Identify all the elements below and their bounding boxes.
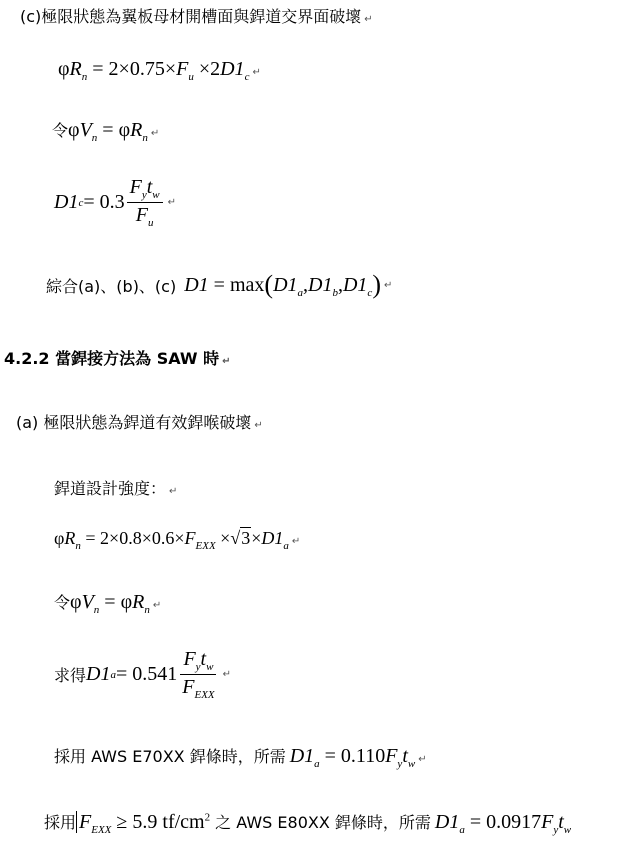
weld-strength-label: 銲道設計強度： ↵ [54,479,178,498]
paragraph-mark-icon: ↵ [418,754,427,765]
fraction-fy-tw-over-fexx: $\frac{F_yt_w}{F_{EXX}}$ [182,648,215,701]
aws-e80xx-line: 採用 $F_{EXX} \ge 5.9$ $tf/cm^2$ 之 AWS E80XX 銲條時，所需 $D1_a = 0.0917F_yt_w$ [44,811,572,836]
equation-d1c: D1 c = 0.3 $\frac{F_yt_w}{F_u}$ ↵ [54,176,177,229]
paragraph-mark-icon: ↵ [222,356,231,367]
paragraph-mark-icon: ↵ [364,14,373,25]
equation-phi-rn-saw: $\varphi R_n = 2\times 0.8\times 0.6\times F_{EXX} \times√3\times D1_a$ ↵ [54,528,301,552]
equation-d1a-result: 求得 D1 a = 0.541 $\frac{F_yt_w}{F_{EXX}}$ ↵ [54,648,232,701]
equation-let-vn-2: 令$\varphi V_n = \varphi R_n$ ↵ [54,591,162,616]
paragraph-mark-icon: ↵ [152,600,162,611]
paragraph-mark-icon: ↵ [252,67,261,78]
paragraph-mark-icon: ↵ [167,197,177,208]
paragraph-c-heading: (c)極限狀態為翼板母材開槽面與銲道交界面破壞 ↵ [20,7,373,26]
paragraph-mark-icon: ↵ [222,669,232,680]
section-heading: 4.2.2 當銲接方法為 SAW 時 ↵ [4,349,231,368]
combine-max-line: 綜合(a)、(b)、(c) $D1 = \max(D1_a,D1_b,D1_c)$ ↵ [46,270,393,299]
fraction-fy-tw-over-fu: $\frac{F_yt_w}{F_u}$ [127,176,163,229]
equation-let-vn-1: 令$\varphi V_n = \varphi R_n$ ↵ [52,119,160,144]
paragraph-mark-icon: ↵ [150,128,160,139]
paragraph-mark-icon: ↵ [383,279,393,291]
equation-phi-rn-c: $\varphi R_n = 2\times 0.75\times F_u \times 2D1_c$ ↵ [58,58,261,83]
paragraph-mark-icon: ↵ [254,420,263,431]
aws-e70xx-line: 採用 AWS E70XX 銲條時，所需 $D1_a = 0.110F_yt_w$ ↵ [54,745,427,770]
paragraph-mark-icon: ↵ [169,486,178,497]
paragraph-a-heading: (a) 極限狀態為銲道有效銲喉破壞 ↵ [16,413,263,432]
paragraph-mark-icon: ↵ [291,536,301,547]
